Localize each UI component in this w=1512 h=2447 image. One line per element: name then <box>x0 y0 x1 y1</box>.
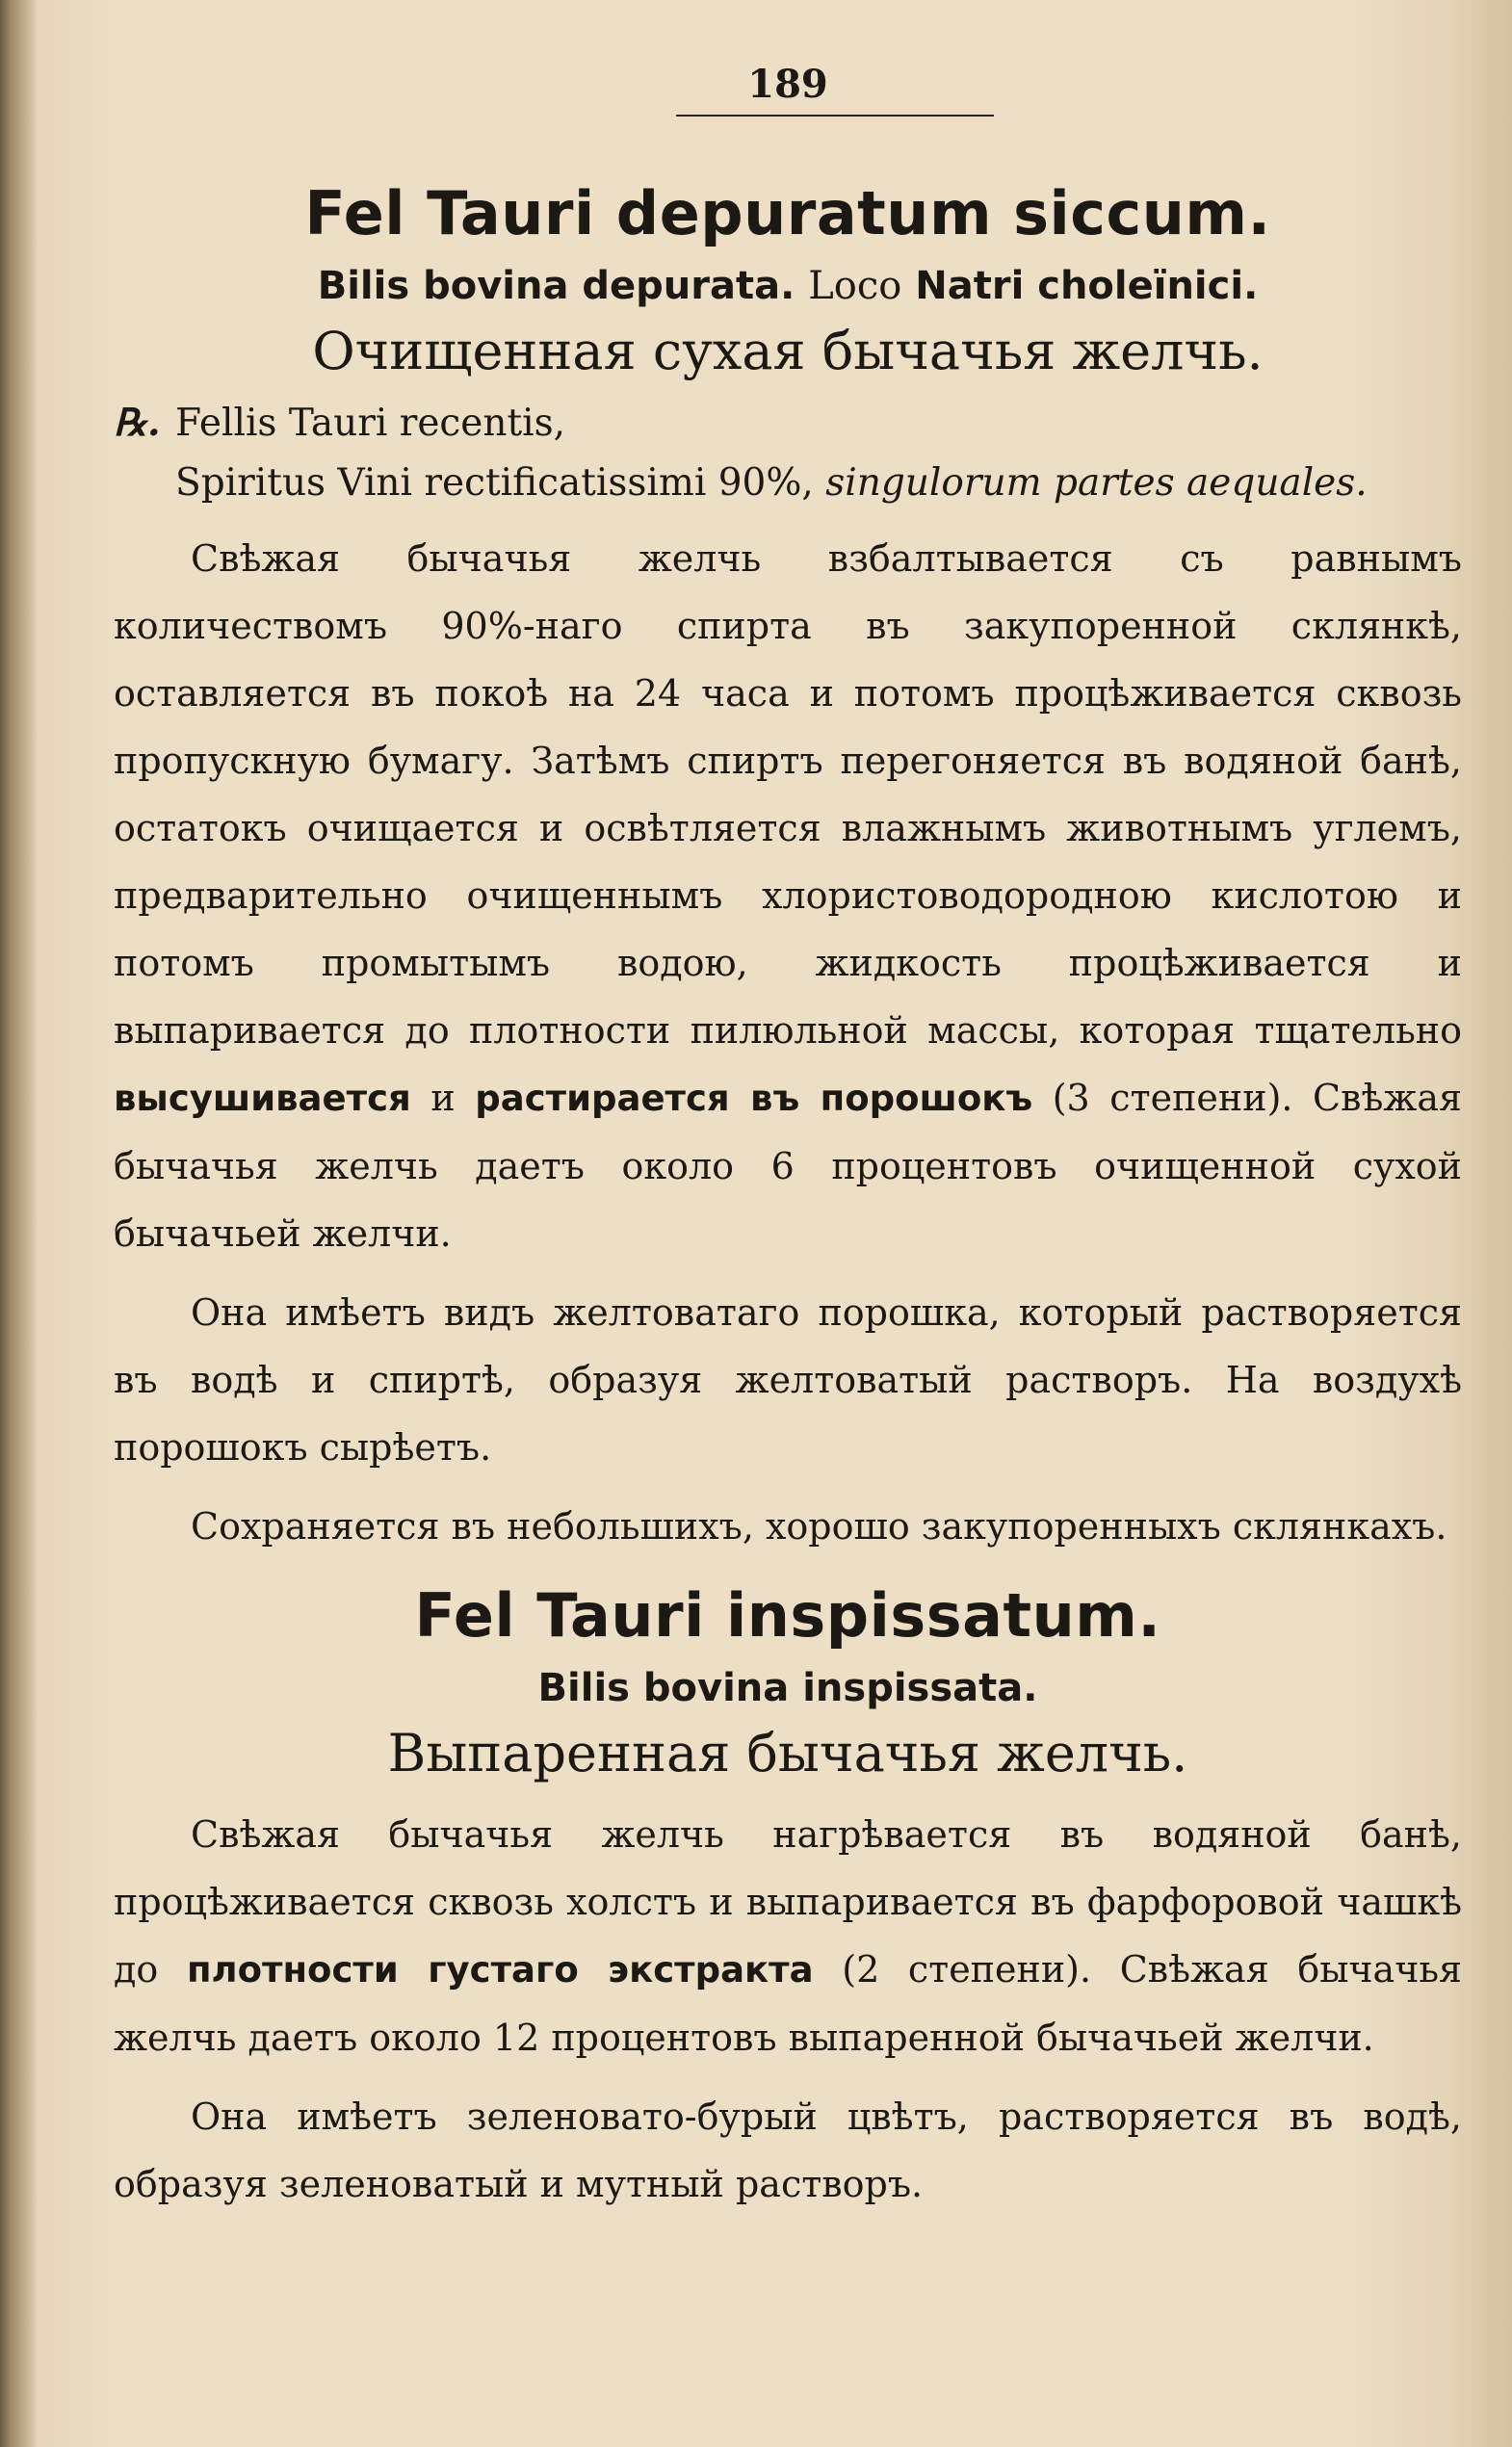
section1-para1-text-a: Свѣжая бычачья желчь взбалтывается съ равнымъ количествомъ 90%-наго спирта въ закупоренной склянкѣ, оставляется въ покоѣ на 24 часа и потомъ процѣживается сквозь пропускную бумагу. Затѣмъ спиртъ перегоняется въ водяной банѣ, остатокъ очищается и освѣтляется влажнымъ животнымъ углемъ, предварительно очищеннымъ хлористоводородною кислотою и потомъ промытымъ водою, жидкость процѣживается и выпаривается до плотности пилюльной массы, которая тщательно <box>114 537 1462 1052</box>
book-gutter-shadow <box>0 0 39 2447</box>
section1-paragraph-1 <box>114 525 1462 1267</box>
section1-latin-sub-a: Bilis bovina depurata. <box>317 264 795 308</box>
section1-paragraph-3: Сохраняется въ небольшихъ, хорошо закупоренныхъ склянкахъ. <box>191 1505 1447 1548</box>
recipe-proportion: singulorum partes aequales. <box>825 461 1368 505</box>
section1-russian-title: Очищенная сухая бычачья желчь. <box>312 321 1264 381</box>
section2-para1-text-c: (2 степени). Свѣжая бычачья желчь даетъ около 12 процентовъ выпаренной бычачьей желчи. <box>114 1948 1462 2059</box>
rx-symbol: ℞. <box>114 401 161 445</box>
recipe-line-1 <box>114 393 1462 454</box>
section2-para1-bold: плотности густаго экстракта <box>186 1949 814 1991</box>
page-header <box>114 62 1462 129</box>
section1-title: Fel Tauri depuratum siccum. <box>304 178 1271 248</box>
section2-title: Fel Tauri inspissatum. <box>414 1580 1161 1651</box>
section-fel-tauri-inspissatum <box>114 1577 1462 2218</box>
section2-russian-title: Выпаренная бычачья желчь. <box>387 1723 1188 1783</box>
recipe-line-2 <box>114 454 1462 513</box>
section2-para1-text-a: Свѣжая бычачья желчь нагрѣвается въ водяной банѣ, процѣживается сквозь холстъ и выпаривается въ фарфоровой чашкѣ до <box>114 1813 1462 1991</box>
section1-latin-sub-c: Natri choleïnici. <box>915 264 1259 308</box>
section1-latin-subtitle <box>114 258 1462 314</box>
section1-recipe <box>114 393 1462 513</box>
section1-para1-text-c: (3 степени). Свѣжая бычачья желчь даетъ около 6 процентовъ очищенной сухой бычачьей желчи. <box>114 1077 1462 1255</box>
section1-para1-bold-1: высушивается <box>114 1078 411 1119</box>
section1-paragraph-2: Она имѣетъ видъ желтоватаго порошка, который растворяется въ водѣ и спиртѣ, образуя желтоватый растворъ. На воздухѣ порошокъ сырѣетъ. <box>114 1291 1462 1469</box>
section2-latin-subtitle: Bilis bovina inspissata. <box>537 1666 1038 1710</box>
page-number: 189 <box>747 62 828 107</box>
section1-para1-and: и <box>430 1077 456 1119</box>
section1-latin-sub-b: Loco <box>808 264 902 308</box>
recipe-ingredient-2: Spiritus Vini rectificatissimi 90%, <box>175 461 814 505</box>
page-content <box>114 62 1462 2218</box>
section2-paragraph-1 <box>114 1801 1462 2071</box>
page-number-rule <box>676 115 994 117</box>
section1-para1-bold-2: растирается въ порошокъ <box>475 1078 1033 1119</box>
recipe-ingredient-1: Fellis Tauri recentis, <box>175 402 566 445</box>
section2-paragraph-2: Она имѣетъ зеленовато-бурый цвѣтъ, растворяется въ водѣ, образуя зеленоватый и мутный растворъ. <box>114 2096 1462 2205</box>
section-fel-tauri-depuratum <box>114 175 1462 1560</box>
